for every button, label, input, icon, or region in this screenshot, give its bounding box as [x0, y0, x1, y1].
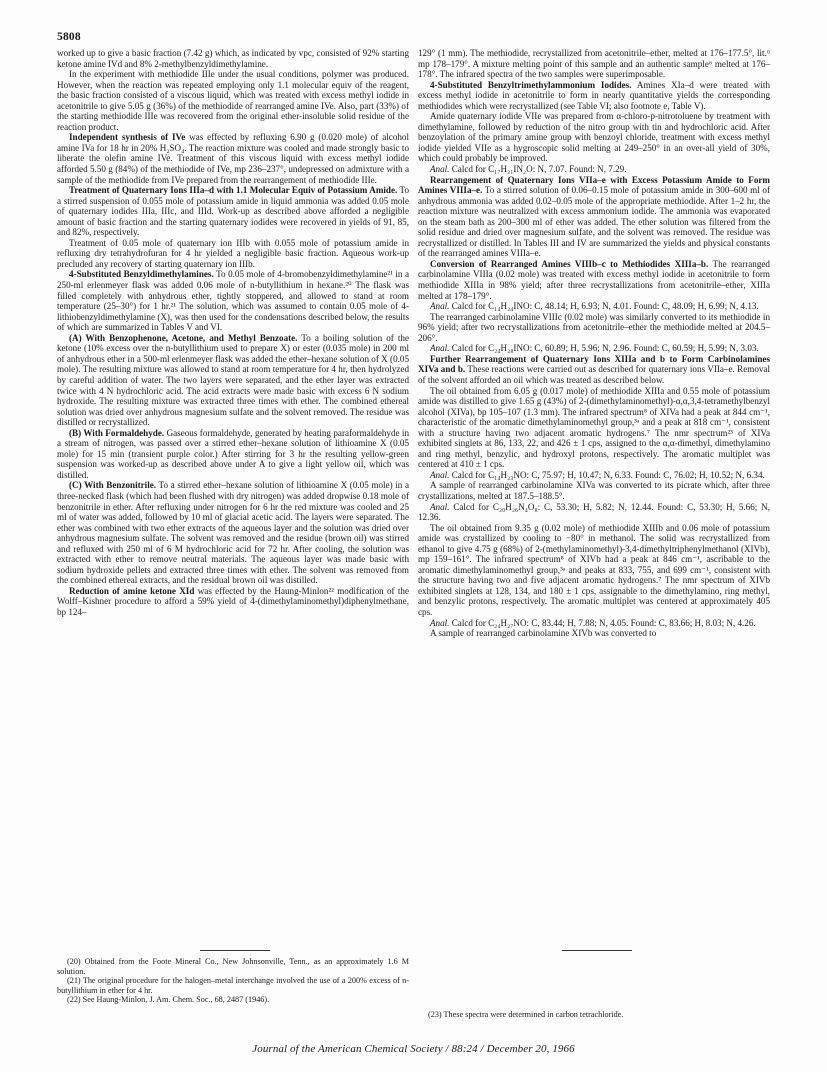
analysis-label: Anal.: [430, 469, 450, 480]
left-column: [57, 48, 409, 618]
analysis-paragraph: [418, 618, 770, 629]
paragraph-heading: Reduction of amine ketone XId: [69, 585, 195, 596]
paragraph-text: was effected by the Haung-Minlon²² modification of the Wolff–Kishner procedure to afford a 59% yield of 4-(dimethylaminomethyl)diphenylmethane, bp 124–: [57, 585, 409, 617]
paragraph-heading: (A) With Benzophenone, Acetone, and Methyl Benzoate.: [69, 332, 298, 343]
footnote-divider: [200, 950, 270, 951]
paragraph-text: Calcd for C₂₄H₂₇NO: C, 83.44; H, 7.88; N, 4.05. Found: C, 83.66; H, 8.03; N, 4.26.: [451, 617, 756, 628]
paragraph-text: Calcd for C₁₄H₂₄INO: C, 48.14; H, 6.93; N, 4.01. Found: C, 48.09; H, 6.99; N, 4.13.: [451, 301, 759, 312]
paragraph-text: was effected by refluxing 6.90 g (0.020 mole) of alcohol amine IVa for 18 hr in 20% H₂SO₄. The reaction mixture was cooled and made strongly basic to liberate the olefin amine IVe. Treatment of this viscous liquid with excess methyl iodide afforded 5.50 g (84%) of the methiodide of IVe, mp 236–237°, undepressed on admixture with a sample of the methiodide from IVe prepared from the rearrangement of methiodide IIIe.: [57, 132, 410, 185]
paragraph-text: The rearranged carbinolamine VIIIa (0.02 mole) was treated with excess methyl iodide in acetonitrile to form methiodide XIIIa in 98% yield; after three recrystallizations from acetonitrile–ether, XIIIa melted at 178–179°.: [418, 258, 770, 301]
paragraph-heading: Treatment of Quaternary Ions IIIa–d with 1.1 Molecular Equiv of Potassium Amide.: [69, 185, 398, 196]
analysis-label: Anal.: [430, 343, 450, 354]
analysis-paragraph: [418, 470, 770, 481]
analysis-paragraph: [418, 164, 770, 175]
section-paragraph: [418, 354, 770, 386]
section-paragraph: [57, 480, 409, 585]
paragraph-heading: 4-Substituted Benzyldimethylamines.: [69, 269, 214, 280]
section-paragraph: [57, 428, 409, 481]
analysis-paragraph: [418, 343, 770, 354]
section-paragraph: [418, 80, 770, 112]
footnotes-right: [418, 1010, 770, 1020]
paragraph-heading: Conversion of Rearranged Amines VIIIb–c to Methiodides XIIIa–b.: [430, 258, 709, 269]
journal-footer: Journal of the American Chemical Society / 88:24 / December 20, 1966: [252, 1043, 575, 1055]
analysis-label: Anal.: [430, 164, 450, 175]
section-paragraph: [418, 259, 770, 301]
paragraph-text: A sample of rearranged carbinolamine XIVb was converted to: [430, 628, 657, 639]
paragraph-text: Amide quaternary iodide VIIe was prepared from α-chloro-p-nitrotoluene by treatment with dimethylamine, followed by reduction of the nitro group with tin and hydrochloric acid. After benzoylation of the primary amine group with benzoyl chloride, treatment with excess methyl iodide yielded VIIe as a hygroscopic solid melting at 249–250° in an over-all yield of 30%, which could probably be improved.: [418, 111, 770, 164]
body-paragraph: [418, 48, 770, 80]
paragraph-text: In the experiment with methiodide IIIe under the usual conditions, polymer was produced. However, when the reaction was repeated employing only 1.1 molecular equiv of the reagent, the basic fraction consisted of a viscous liquid, which was treated with excess methyl iodide in acetonitrile to give 5.05 g (36%) of the methiodide of rearranged amine IVe. Also, part (33%) of the starting methiodide IIIe was recovered from the original ether-insoluble solid residue of the reaction product.: [57, 69, 409, 132]
footnote: (22) See Haung-Minlon, J. Am. Chem. Soc., 68, 2487 (1946).: [67, 995, 270, 1005]
paragraph-text: A sample of rearranged carbinolamine XIVa was converted to its picrate which, after three crystallizations, melted at 187.5–188.5°.: [418, 480, 770, 501]
body-paragraph: [57, 48, 409, 69]
section-paragraph: [57, 185, 409, 238]
body-paragraph: [57, 69, 409, 132]
body-paragraph: [418, 111, 770, 164]
paragraph-heading: Further Rearrangement of Quaternary Ions XIIIa and b to Form Carbinolamines XIVa and b.: [418, 353, 770, 375]
paragraph-text: Calcd for C₂₀H₂₆N₄O₈: C, 53.30; H, 5.82; N, 12.44. Found: C, 53.30; H, 5.66; N, 12.36.: [418, 501, 770, 523]
footnotes-left: [57, 957, 409, 1005]
paragraph-text: To a stirred solution of 0.06–0.15 mole of potassium amide in 300–600 ml of anhydrous ammonia was added 0.02–0.05 mole of the appropriate methiodide. After 1–2 hr, the reaction mixture was neutralized with excess ammonium iodide. The ammonia was evaporated on the steam bath as 200–300 ml of ether was added. The ether solution was filtered from the solid residue and dried over magnesium sulfate, and the solvent was removed. The residue was recrystallized or distilled. In Tables III and IV are summarized the yields and physical constants of the rearranged amines VIIIa–e.: [418, 185, 770, 259]
paragraph-text: Calcd for C₂₄H₂₈INO: C, 60.89; H, 5.96; N, 2.96. Found: C, 60.59; H, 5.99; N, 3.03.: [451, 343, 759, 354]
paragraph-text: 129° (1 mm). The methiodide, recrystallized from acetonitrile–ether, melted at 176–177.5°, lit.⁶ mp 178–179°. A mixture melting point of this sample and an authentic sample⁶ melted at 176–178°. The infrared spectra of the two samples were superimposable.: [418, 48, 770, 80]
paragraph-text: To 0.05 mole of 4-bromobenzyldimethylamine²¹ in a 250-ml erlenmeyer flask was added 0.06 mole of n-butyllithium in hexane.²⁰ The flask was filled completely with anhydrous ether, tightly stoppered, and allowed to stand at room temperature (25–30°) for 1 hr.²¹ The solution, which was assumed to contain 0.05 mole of 4-lithiobenzyldimethylamine (X), was then used for the condensations described below, the results of which are summarized in Tables V and VI.: [57, 269, 409, 333]
section-paragraph: [57, 333, 409, 428]
section-paragraph: [57, 132, 409, 185]
paragraph-text: To a stirred suspension of 0.055 mole of potassium amide in liquid ammonia was added 0.05 mole of quaternary iodides IIIa, IIIc, and IIId. Work-up as described above afforded a negligible amount of basic fraction and the starting quaternary iodides were recovered in yields of 91, 85, and 82%, respectively.: [57, 185, 409, 238]
paragraph-heading: (B) With Formaldehyde.: [69, 427, 165, 438]
section-paragraph: [57, 586, 409, 618]
paragraph-heading: (C) With Benzonitrile.: [69, 480, 157, 491]
analysis-label: Anal.: [430, 301, 450, 312]
paragraph-heading: Independent synthesis of IVe: [69, 132, 186, 143]
paragraph-text: worked up to give a basic fraction (7.42 g) which, as indicated by vpc, consisted of 92% starting ketone amine IVd and 8% 2-methylbenzyldimethylamine.: [57, 48, 409, 69]
analysis-paragraph: [418, 301, 770, 312]
paragraph-text: Calcd for C₁₇H₂₁IN₂O: N, 7.07. Found: N, 7.29.: [451, 164, 627, 175]
paragraph-text: The oil obtained from 9.35 g (0.02 mole) of methiodide XIIIb and 0.06 mole of potassium amide was crystallized by cooling to −80° in methanol. The solid was recrystallized from ethanol to give 4.75 g (68%) of 2-(methylaminomethyl)-3,4-dimethyltriphenylmethanol (XIVb), mp 159–161°. The infrared spectrum⁸ of XIVb had a peak at 846 cm⁻¹, ascribable to the aromatic dimethylaminomethyl group,³ᵃ and peaks at 833, 755, and 699 cm⁻¹, consistent with the structure having two and five adjacent aromatic hydrogens.⁷ The nmr spectrum of XIVb exhibited singlets at 128, 134, and 180 ± 1 cps, assignable to the dimethylamino, ring methyl, and benzylic protons, respectively. The aromatic multiplet was centered at approximately 405 cps.: [418, 522, 770, 617]
footnote: (20) Obtained from the Foote Mineral Co., New Johnsonville, Tenn., as an approximately 1.6 M solution.: [57, 957, 409, 976]
body-paragraph: [57, 238, 409, 270]
paragraph-text: The rearranged carbinolamine VIIIc (0.02 mole) was similarly converted to its methiodide in 96% yield; after two recrystallizations from acetonitrile–ether the methiodide melted at 204.5–206°.: [418, 311, 770, 343]
paragraph-text: The oil obtained from 6.05 g (0.017 mole) of methiodide XIIIa and 0.55 mole of potassium amide was distilled to give 1.65 g (43%) of 2-(dimethylaminomethyl)-α,α,3,4-tetramethylbenzyl alcohol (XIVa), bp 105–107 (1.3 mm). The infrared spectrum⁸ of XIVa had a peak at 844 cm⁻¹, characteristic of the aromatic dimethylaminomethyl group,³ᵃ and a peak at 818 cm⁻¹, consistent with a structure having two adjacent aromatic hydrogens.⁷ The nmr spectrum²³ of XIVa exhibited singlets at 86, 133, 22, and 426 ± 1 cps, assigned to the α,α-dimethyl, dimethylamino and ring methyl, benzylic, and hydroxyl protons, respectively. The aromatic multiplet was centered at 410 ± 1 cps.: [418, 385, 770, 470]
paragraph-text: Gaseous formaldehyde, generated by heating paraformaldehyde in a stream of nitrogen, was passed over a stirred ether–hexane solution of lithioamine X (0.05 mole) for 15 min (transient purple color.) After stirring for 3 hr the resulting yellow-green suspension was worked-up as described above under A to give a light yellow oil, which was distilled.: [57, 427, 410, 480]
analysis-paragraph: [418, 502, 770, 523]
section-paragraph: [418, 175, 770, 259]
analysis-label: Anal.: [430, 617, 450, 628]
body-paragraph: [418, 628, 770, 639]
paragraph-text: Treatment of 0.05 mole of quaternary ion IIIb with 0.055 mole of potassium amide in refluxing dry tetrahydrofuran for 4 hr yielded a negligible basic fraction. Aqueous work-up precluded any recovery of starting quaternary ion IIIb.: [57, 237, 409, 269]
footnote: (21) The original procedure for the halogen–metal interchange involved the use of a 200% excess of n-butyllithium in ether for 4 hr.: [57, 976, 409, 995]
section-paragraph: [57, 269, 409, 332]
footnote-divider: [562, 950, 632, 951]
body-paragraph: [418, 523, 770, 618]
body-paragraph: [418, 312, 770, 344]
paragraph-text: Calcd for C₁₄H₂₃NO: C, 75.97; H, 10.47; N, 6.33. Found: C, 76.02; H, 10.52; N, 6.34.: [451, 469, 765, 480]
paragraph-text: Amines XIa–d were treated with excess methyl iodide in acetonitrile to form in nearly quantitative yields the corresponding methiodides which were recrystallized (see Table VI; also footnote e, Table V).: [418, 79, 771, 111]
right-column: [418, 48, 770, 639]
paragraph-text: These reactions were carried out as described for quaternary ions VIIa–e. Removal of the solvent afforded an oil which was treated as described below.: [418, 364, 770, 385]
paragraph-text: To a boiling solution of the ketone (10% excess over the n-butyllithium used to prepare X) or ester (0.035 mole) in 200 ml of anhydrous ether in a 500-ml erlenmeyer flask was added the ether–hexane solution of X (0.05 mole). The resulting mixture was allowed to stand at room temperature for 4 hr, then hydrolyzed by careful addition of water. The two layers were separated, and the ether layer was extracted twice with 4 N hydrochloric acid. The acid extracts were made basic with excess 6 N sodium hydroxide. The resulting mixture was extracted three times with ether. The combined ethereal solution was dried over anhydrous magnesium sulfate and the solvent removed. The residue was distilled or recrystallized.: [57, 332, 409, 428]
footnote: (23) These spectra were determined in carbon tetrachloride.: [428, 1010, 624, 1019]
analysis-label: Anal.: [430, 501, 450, 512]
body-paragraph: [418, 386, 770, 470]
page-number: 5808: [57, 31, 81, 43]
paragraph-heading: 4-Substituted Benzyltrimethylammonium Iodides.: [430, 79, 632, 90]
paragraph-text: To a stirred ether–hexane solution of lithioamine X (0.05 mole) in a three-necked flask (which had been flushed with dry nitrogen) was added dropwise 0.18 mole of benzonitrile in ether. After refluxing under nitrogen for 6 hr the red mixture was cooled and 25 ml of water was added, followed by 10 ml of glacial acetic acid. The layers were separated. The ether was combined with two ether extracts of the aqueous layer and the solution was dried over anhydrous magnesium sulfate. The solvent was removed and the residue (brown oil) was stirred and refluxed with 250 ml of 6 M hydrochloric acid for 72 hr. After cooling, the solution was extracted with ether to remove neutral materials. The aqueous layer was made basic with sodium hydroxide pellets and extracted three times with ether. The solvent was removed from the combined ethereal extracts, and the residual brown oil was distilled.: [57, 480, 410, 586]
paragraph-heading: Rearrangement of Quaternary Ions VIIa–e with Excess Potassium Amide to Form Amines VIIIa–e.: [418, 174, 770, 196]
body-paragraph: [418, 480, 770, 501]
